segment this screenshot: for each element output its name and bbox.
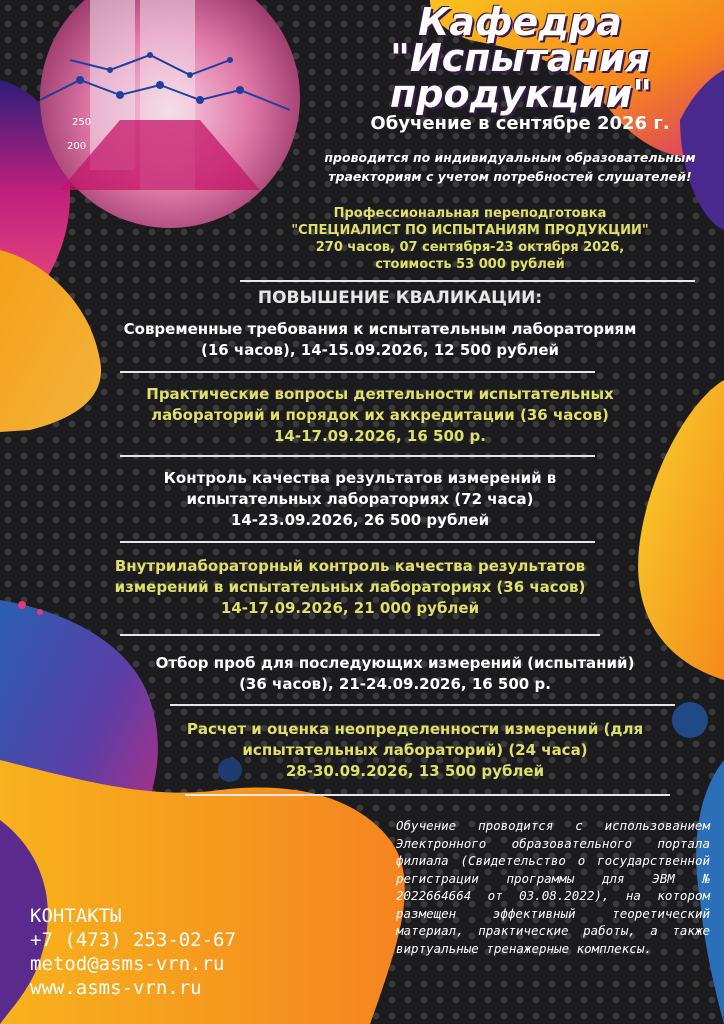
course-4-line-1: Внутрилабораторный контроль качества результатов [114,557,586,575]
course-1-line-1: Современные требования к испытательным лабораториям [123,320,637,338]
title-line-1: Кафедра [418,0,622,44]
flask-label-250: 250 [72,117,92,128]
course-4-line-2: измерений в испытательных лабораториях (36 часов) [114,578,586,596]
training-subtitle: Обучение в сентябре 2026 г. [370,113,670,134]
course-item-2 [80,384,680,447]
course-item-1 [60,319,700,361]
contact-email[interactable]: metod@asms-vrn.ru [30,953,225,975]
course-item-6 [125,719,705,782]
divider [120,455,595,457]
intro-text [300,148,720,186]
divider [185,794,670,796]
course-3-line-3: 14-23.09.2026, 26 500 рублей [230,511,490,529]
contacts-heading: КОНТАКТЫ [30,905,122,927]
contact-phone[interactable]: +7 (473) 253-02-67 [30,929,236,951]
course-5-line-1: Отбор проб для последующих измерений (испытаний) [155,654,635,672]
flask-label-200: 200 [67,141,87,152]
divider [120,541,595,543]
course-1-line-2: (16 часов), 14-15.09.2026, 12 500 рублей [200,341,560,359]
course-5-line-2: (36 часов), 21-24.09.2026, 16 500 р. [239,675,551,693]
intro-line-2: траекториям с учетом потребностей слушателей! [328,169,692,184]
course-2-line-2: лабораторий и порядок их аккредитации (36 часов) [151,406,609,424]
divider [170,704,675,706]
intro-line-1: проводится по индивидуальным образовательным [324,150,696,165]
section-heading: ПОВЫШЕНИЕ КВАЛИКАЦИИ: [257,288,543,308]
portal-note: Обучение проводится с использованием Электронного образовательного портала филиала (Свидетельство о государственной регистрации программы для ЭВМ № 2022664664 от 03.08.2022), на котором размещен эффективный теоретический материал, практические работы, а также виртуальные тренажерные комплексы. [396,818,710,956]
divider [240,280,695,282]
retraining-line-2: "СПЕЦИАЛИСТ ПО ИСПЫТАНИЯМ ПРОДУКЦИИ" [291,223,649,238]
course-2-line-3: 14-17.09.2026, 16 500 р. [274,427,486,445]
course-item-4 [30,556,670,619]
contacts-block [30,904,236,1000]
retraining-line-1: Профессиональная переподготовка [333,206,607,221]
retraining-line-3: 270 часов, 07 сентября-23 октября 2026, [315,240,625,255]
course-6-line-3: 28-30.09.2026, 13 500 рублей [285,762,545,780]
divider [120,634,600,636]
contact-website[interactable]: www.asms-vrn.ru [30,977,202,999]
course-item-3 [60,468,660,531]
course-3-line-1: Контроль качества результатов измерений в [163,469,557,487]
title-line-3: продукции" [390,72,653,116]
course-6-line-1: Расчет и оценка неопределенности измерений (для [186,720,644,738]
course-3-line-2: испытательных лабораториях (72 часа) [186,490,534,508]
title-line-2: "Испытания [390,36,650,80]
course-4-line-3: 14-17.09.2026, 21 000 рублей [220,599,480,617]
course-6-line-2: испытательных лабораторий) (24 часа) [242,741,588,759]
department-title [390,0,653,116]
divider [120,371,595,373]
course-item-5 [85,653,705,695]
retraining-line-4: стоимость 53 000 рублей [375,257,565,272]
course-2-line-1: Практические вопросы деятельности испытательных [146,385,614,403]
retraining-block [250,205,690,273]
